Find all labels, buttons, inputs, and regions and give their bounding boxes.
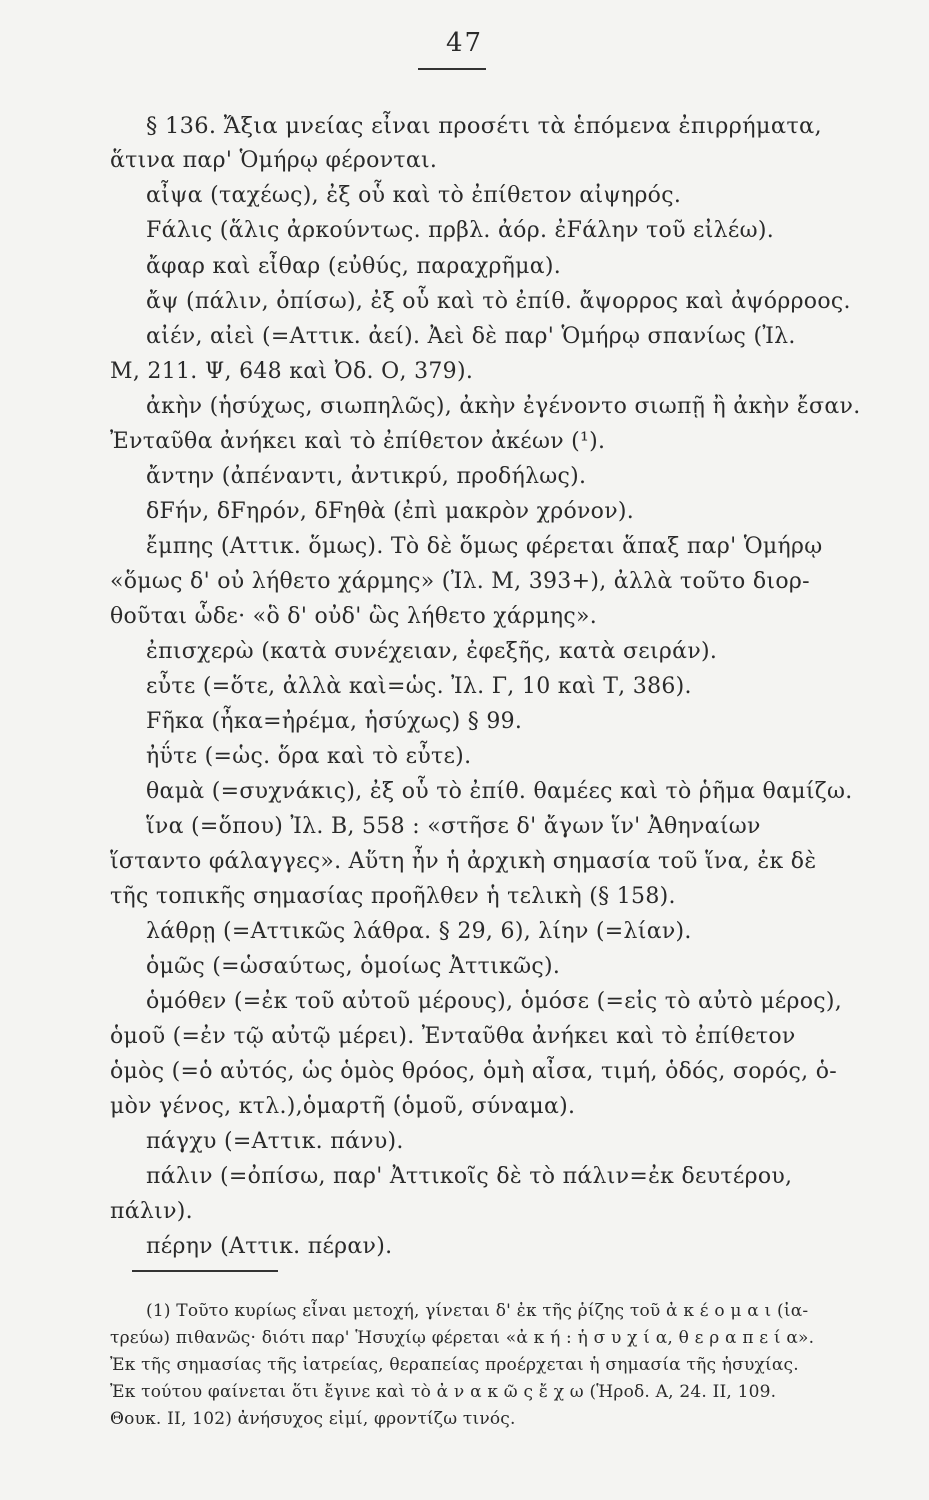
text-line: ἵσταντο φάλαγγες». Αὕτη ἦν ἡ ἀρχικὴ σημασία τοῦ ἵνα, ἐκ δὲ [110, 849, 817, 874]
text-line: τῆς τοπικῆς σημασίας προῆλθεν ἡ τελικὴ (§ 158). [110, 884, 676, 909]
footnote-line: Ἐκ τῆς σημασίας τῆς ἰατρείας, θεραπείας προέρχεται ἡ σημασία τῆς ἡσυχίας. [110, 1355, 799, 1375]
footnote-line: τρεύω) πιθανῶς· διότι παρ' Ἡσυχίῳ φέρεται «ἀ κ ή : ἡ σ υ χ ί α, θ ε ρ α π ε ί α». [110, 1328, 815, 1348]
text-line: Fάλις (ἅλις ἀρκούντως. πρβλ. ἀόρ. ἐFάλην τοῦ εἰλέω). [146, 218, 775, 243]
text-line: ὁμὸς (=ὁ αὐτός, ὡς ὁμὸς θρόος, ὁμὴ αἶσα, τιμή, ὁδός, σορός, ὁ- [110, 1059, 838, 1084]
text-line: Μ, 211. Ψ, 648 καὶ Ὀδ. Ο, 379). [110, 359, 474, 384]
text-line: ὁμῶς (=ὡσαύτως, ὁμοίως Ἀττικῶς). [146, 954, 561, 979]
text-line: αἰέν, αἰεὶ (=Αττικ. ἀεί). Ἀεὶ δὲ παρ' Ὁμήρῳ σπανίως (Ἰλ. [146, 324, 796, 349]
text-line: ἅτινα παρ' Ὁμήρῳ φέρονται. [110, 148, 438, 173]
text-line: ὁμόθεν (=ἐκ τοῦ αὐτοῦ μέρους), ὁμόσε (=εἰς τὸ αὐτὸ μέρος), [146, 989, 843, 1014]
text-line: λάθρῃ (=Αττικῶς λάθρα. § 29, 6), λίην (=λίαν). [146, 919, 692, 944]
text-line: θοῦται ὧδε· «ὃ δ' οὐδ' ὣς λήθετο χάρμης». [110, 604, 598, 629]
text-line: ἄφαρ καὶ εἶθαρ (εὐθύς, παραχρῆμα). [146, 254, 562, 279]
text-line: Ἐνταῦθα ἀνήκει καὶ τὸ ἐπίθετον ἀκέων (¹). [110, 429, 606, 454]
text-line: πάγχυ (=Αττικ. πάνυ). [146, 1129, 404, 1154]
text-line: Fῆκα (ἦκα=ἠρέμα, ἡσύχως) § 99. [146, 709, 523, 734]
text-line: πάλιν). [110, 1199, 193, 1224]
text-line: ἄντην (ἀπέναντι, ἀντικρύ, προδήλως). [146, 464, 587, 489]
text-line: ἄψ (πάλιν, ὀπίσω), ἐξ οὗ καὶ τὸ ἐπίθ. ἄψορρος καὶ ἀψόρροος. [146, 289, 851, 314]
text-line: αἶψα (ταχέως), ἐξ οὗ καὶ τὸ ἐπίθετον αἰψηρός. [146, 183, 682, 208]
text-line: § 136. Ἄξια μνείας εἶναι προσέτι τὰ ἑπόμενα ἐπιρρήματα, [146, 113, 823, 139]
text-line: πέρην (Αττικ. πέραν). [146, 1234, 393, 1259]
text-line: ἠΰτε (=ὡς. ὅρα καὶ τὸ εὖτε). [146, 744, 472, 769]
top-rule [418, 68, 486, 70]
text-line: ἀκὴν (ἡσύχως, σιωπηλῶς), ἀκὴν ἐγένοντο σιωπῇ ἢ ἀκὴν ἔσαν. [146, 394, 861, 419]
footnote-line: (1) Τοῦτο κυρίως εἶναι μετοχή, γίνεται δ' ἐκ τῆς ῥίζης τοῦ ἀ κ έ ο μ α ι (ἰα- [146, 1301, 809, 1321]
text-line: πάλιν (=ὀπίσω, παρ' Ἀττικοῖς δὲ τὸ πάλιν=ἐκ δευτέρου, [146, 1164, 793, 1189]
text-line: εὖτε (=ὅτε, ἀλλὰ καὶ=ὡς. Ἰλ. Γ, 10 καὶ Τ, 386). [146, 674, 692, 699]
text-line: μὸν γένος, κτλ.),ὁμαρτῆ (ὁμοῦ, σύναμα). [110, 1094, 576, 1119]
text-line: δFήν, δFηρόν, δFηθὰ (ἐπὶ μακρὸν χρόνον). [146, 499, 635, 524]
text-line: θαμὰ (=συχνάκις), ἐξ οὗ τὸ ἐπίθ. θαμέες καὶ τὸ ῥῆμα θαμίζω. [146, 779, 853, 804]
text-line: ἵνα (=ὅπου) Ἰλ. Β, 558 : «στῆσε δ' ἄγων ἵν' Ἀθηναίων [146, 814, 761, 839]
text-line: ἐπισχερὼ (κατὰ συνέχειαν, ἐφεξῆς, κατὰ σειράν). [146, 639, 718, 664]
footnote-line: Θουκ. ΙΙ, 102) ἀνήσυχος εἰμί, φροντίζω τινός. [110, 1409, 516, 1429]
text-line: «ὅμως δ' οὐ λήθετο χάρμης» (Ἰλ. Μ, 393+), ἀλλὰ τοῦτο διορ- [110, 569, 810, 594]
text-line: ὁμοῦ (=ἐν τῷ αὐτῷ μέρει). Ἐνταῦθα ἀνήκει καὶ τὸ ἐπίθετον [110, 1024, 796, 1049]
footnote-line: Ἐκ τούτου φαίνεται ὅτι ἔγινε καὶ τὸ ἀ ν α κ ῶ ς ἔ χ ω (Ἡροδ. Α, 24. ΙΙ, 109. [110, 1382, 777, 1402]
page-number: 47 [445, 28, 484, 58]
text-line: ἔμπης (Αττικ. ὅμως). Τὸ δὲ ὅμως φέρεται ἅπαξ παρ' Ὁμήρῳ [146, 534, 823, 559]
footnote-rule [132, 1270, 278, 1272]
